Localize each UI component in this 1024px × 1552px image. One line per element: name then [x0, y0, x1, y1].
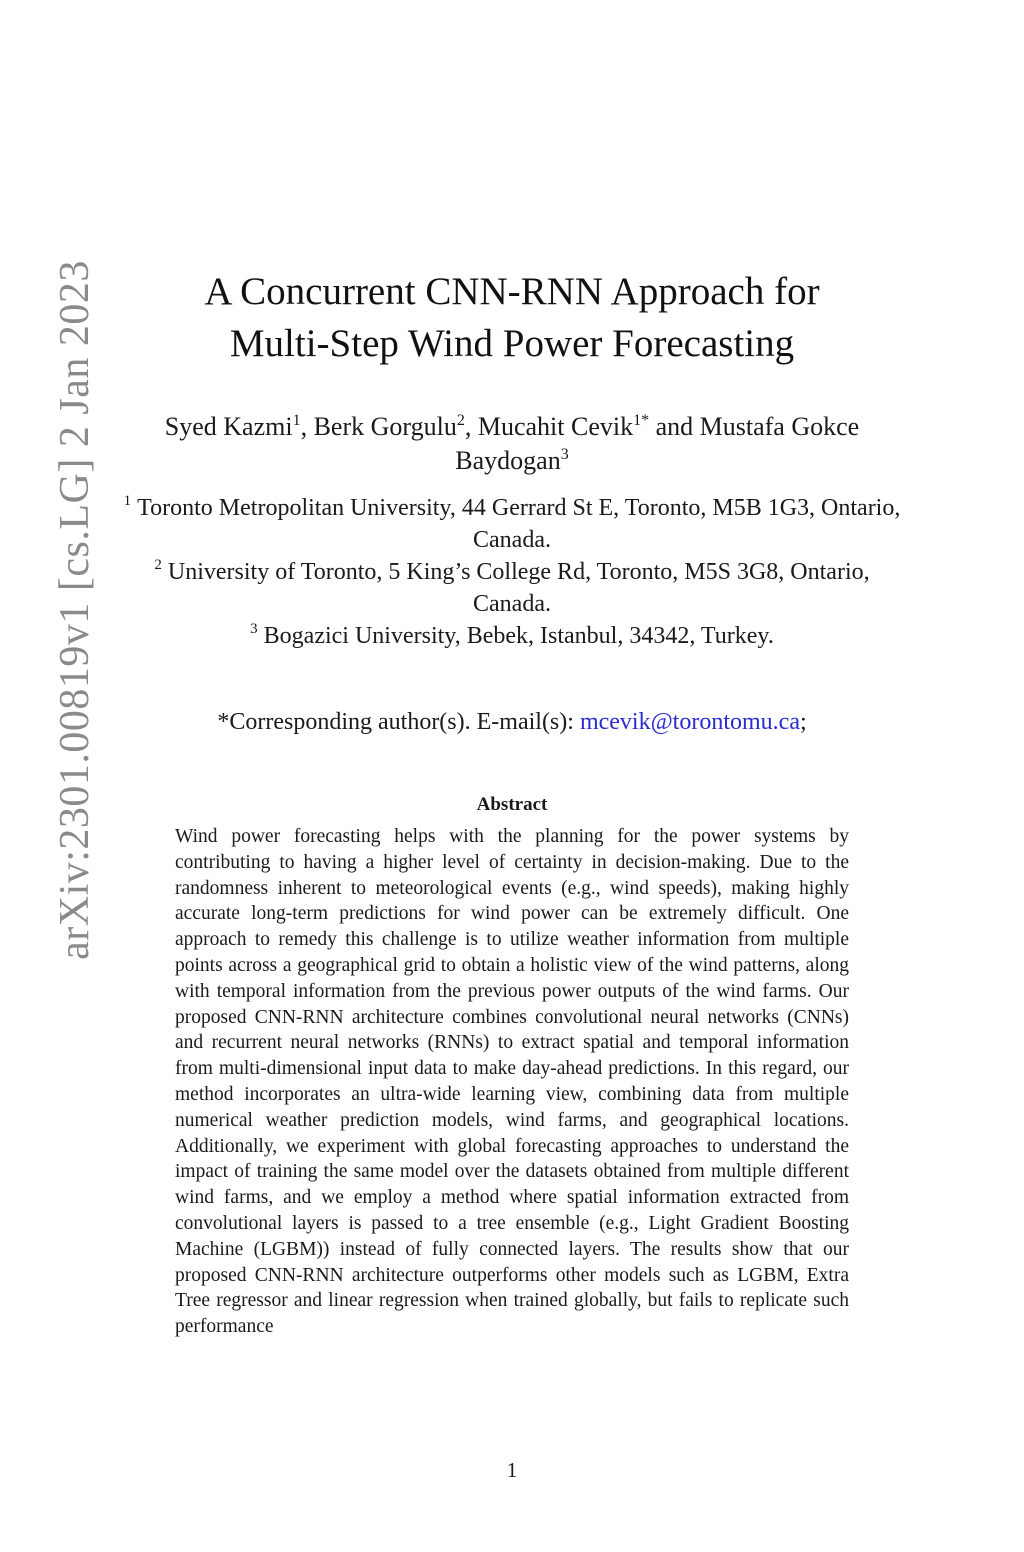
author-affiliation-mark: 2 — [456, 412, 465, 429]
paper-title — [0, 266, 1024, 370]
affiliation-mark: 3 — [250, 621, 258, 637]
affiliation-text: Toronto Metropolitan University, 44 Gerrard St E, Toronto, M5B 1G3, Ontario, Canada. — [137, 495, 901, 553]
affiliation-item — [120, 556, 904, 620]
author-list — [120, 410, 904, 478]
author-name: Berk Gorgulu — [313, 412, 457, 441]
author-affiliation-mark: 3 — [560, 446, 569, 463]
author-separator: , — [464, 412, 478, 441]
author-name: Mucahit Cevik — [477, 412, 634, 441]
title-line-2: Multi-Step Wind Power Forecasting — [229, 322, 795, 365]
corresponding-suffix: ; — [799, 709, 807, 735]
page-number: 1 — [506, 1458, 518, 1482]
abstract-body: Wind power forecasting helps with the planning for the power systems by contributing to having a higher level of certainty in decision-making. Due to the randomness inherent to meteorological events (e.g., wind speeds), making highly accurate long-term predictions for wind power can be extremely difficult. One approach to remedy this challenge is to utilize weather information from multiple points across a geographical grid to obtain a holistic view of the wind patterns, along with temporal information from the previous power outputs of the wind farms. Our proposed CNN-RNN architecture combines convolutional neural networks (CNNs) and recurrent neural networks (RNNs) to extract spatial and temporal information from multi-dimensional input data to make day-ahead predictions. In this regard, our method incorporates an ultra-wide learning view, combining data from multiple numerical weather prediction models, wind farms, and geographical locations. Additionally, we experiment with global forecasting approaches to understand the impact of training the same model over the datasets obtained from multiple different wind farms, and we employ a method where spatial information extracted from convolutional layers is passed to a tree ensemble (e.g., Light Gradient Boosting Machine (LGBM)) instead of fully connected layers. The results show that our proposed CNN-RNN architecture outperforms other models such as LGBM, Extra Tree regressor and linear regression when trained globally, but fails to replicate such performance — [175, 826, 849, 1338]
arxiv-identifier-stamp: arXiv:2301.00819v1 [cs.LG] 2 Jan 2023 — [52, 260, 98, 960]
author-name: Syed Kazmi — [164, 412, 293, 441]
author-separator: , — [300, 412, 314, 441]
abstract-heading: Abstract — [476, 794, 548, 815]
corresponding-prefix: *Corresponding author(s). E-mail(s): — [217, 709, 580, 735]
title-line-1: A Concurrent CNN-RNN Approach for — [204, 270, 820, 313]
author-affiliation-mark: 1* — [633, 412, 650, 429]
corresponding-author-line — [0, 706, 1024, 738]
affiliation-item — [120, 492, 904, 556]
affiliation-list — [120, 492, 904, 652]
corresponding-email-link[interactable]: mcevik@torontomu.ca — [579, 709, 800, 735]
affiliation-text: Bogazici University, Bebek, Istanbul, 34342, Turkey. — [263, 623, 774, 649]
author-name: Mustafa Gokce Baydogan — [455, 412, 860, 475]
affiliation-mark: 1 — [123, 493, 132, 509]
affiliation-item — [120, 620, 904, 652]
affiliation-mark: 2 — [154, 557, 162, 573]
author-affiliation-mark: 1 — [292, 412, 301, 429]
affiliation-text: University of Toronto, 5 King’s College Rd, Toronto, M5S 3G8, Ontario, Canada. — [167, 559, 870, 617]
author-separator: and — [649, 412, 700, 441]
